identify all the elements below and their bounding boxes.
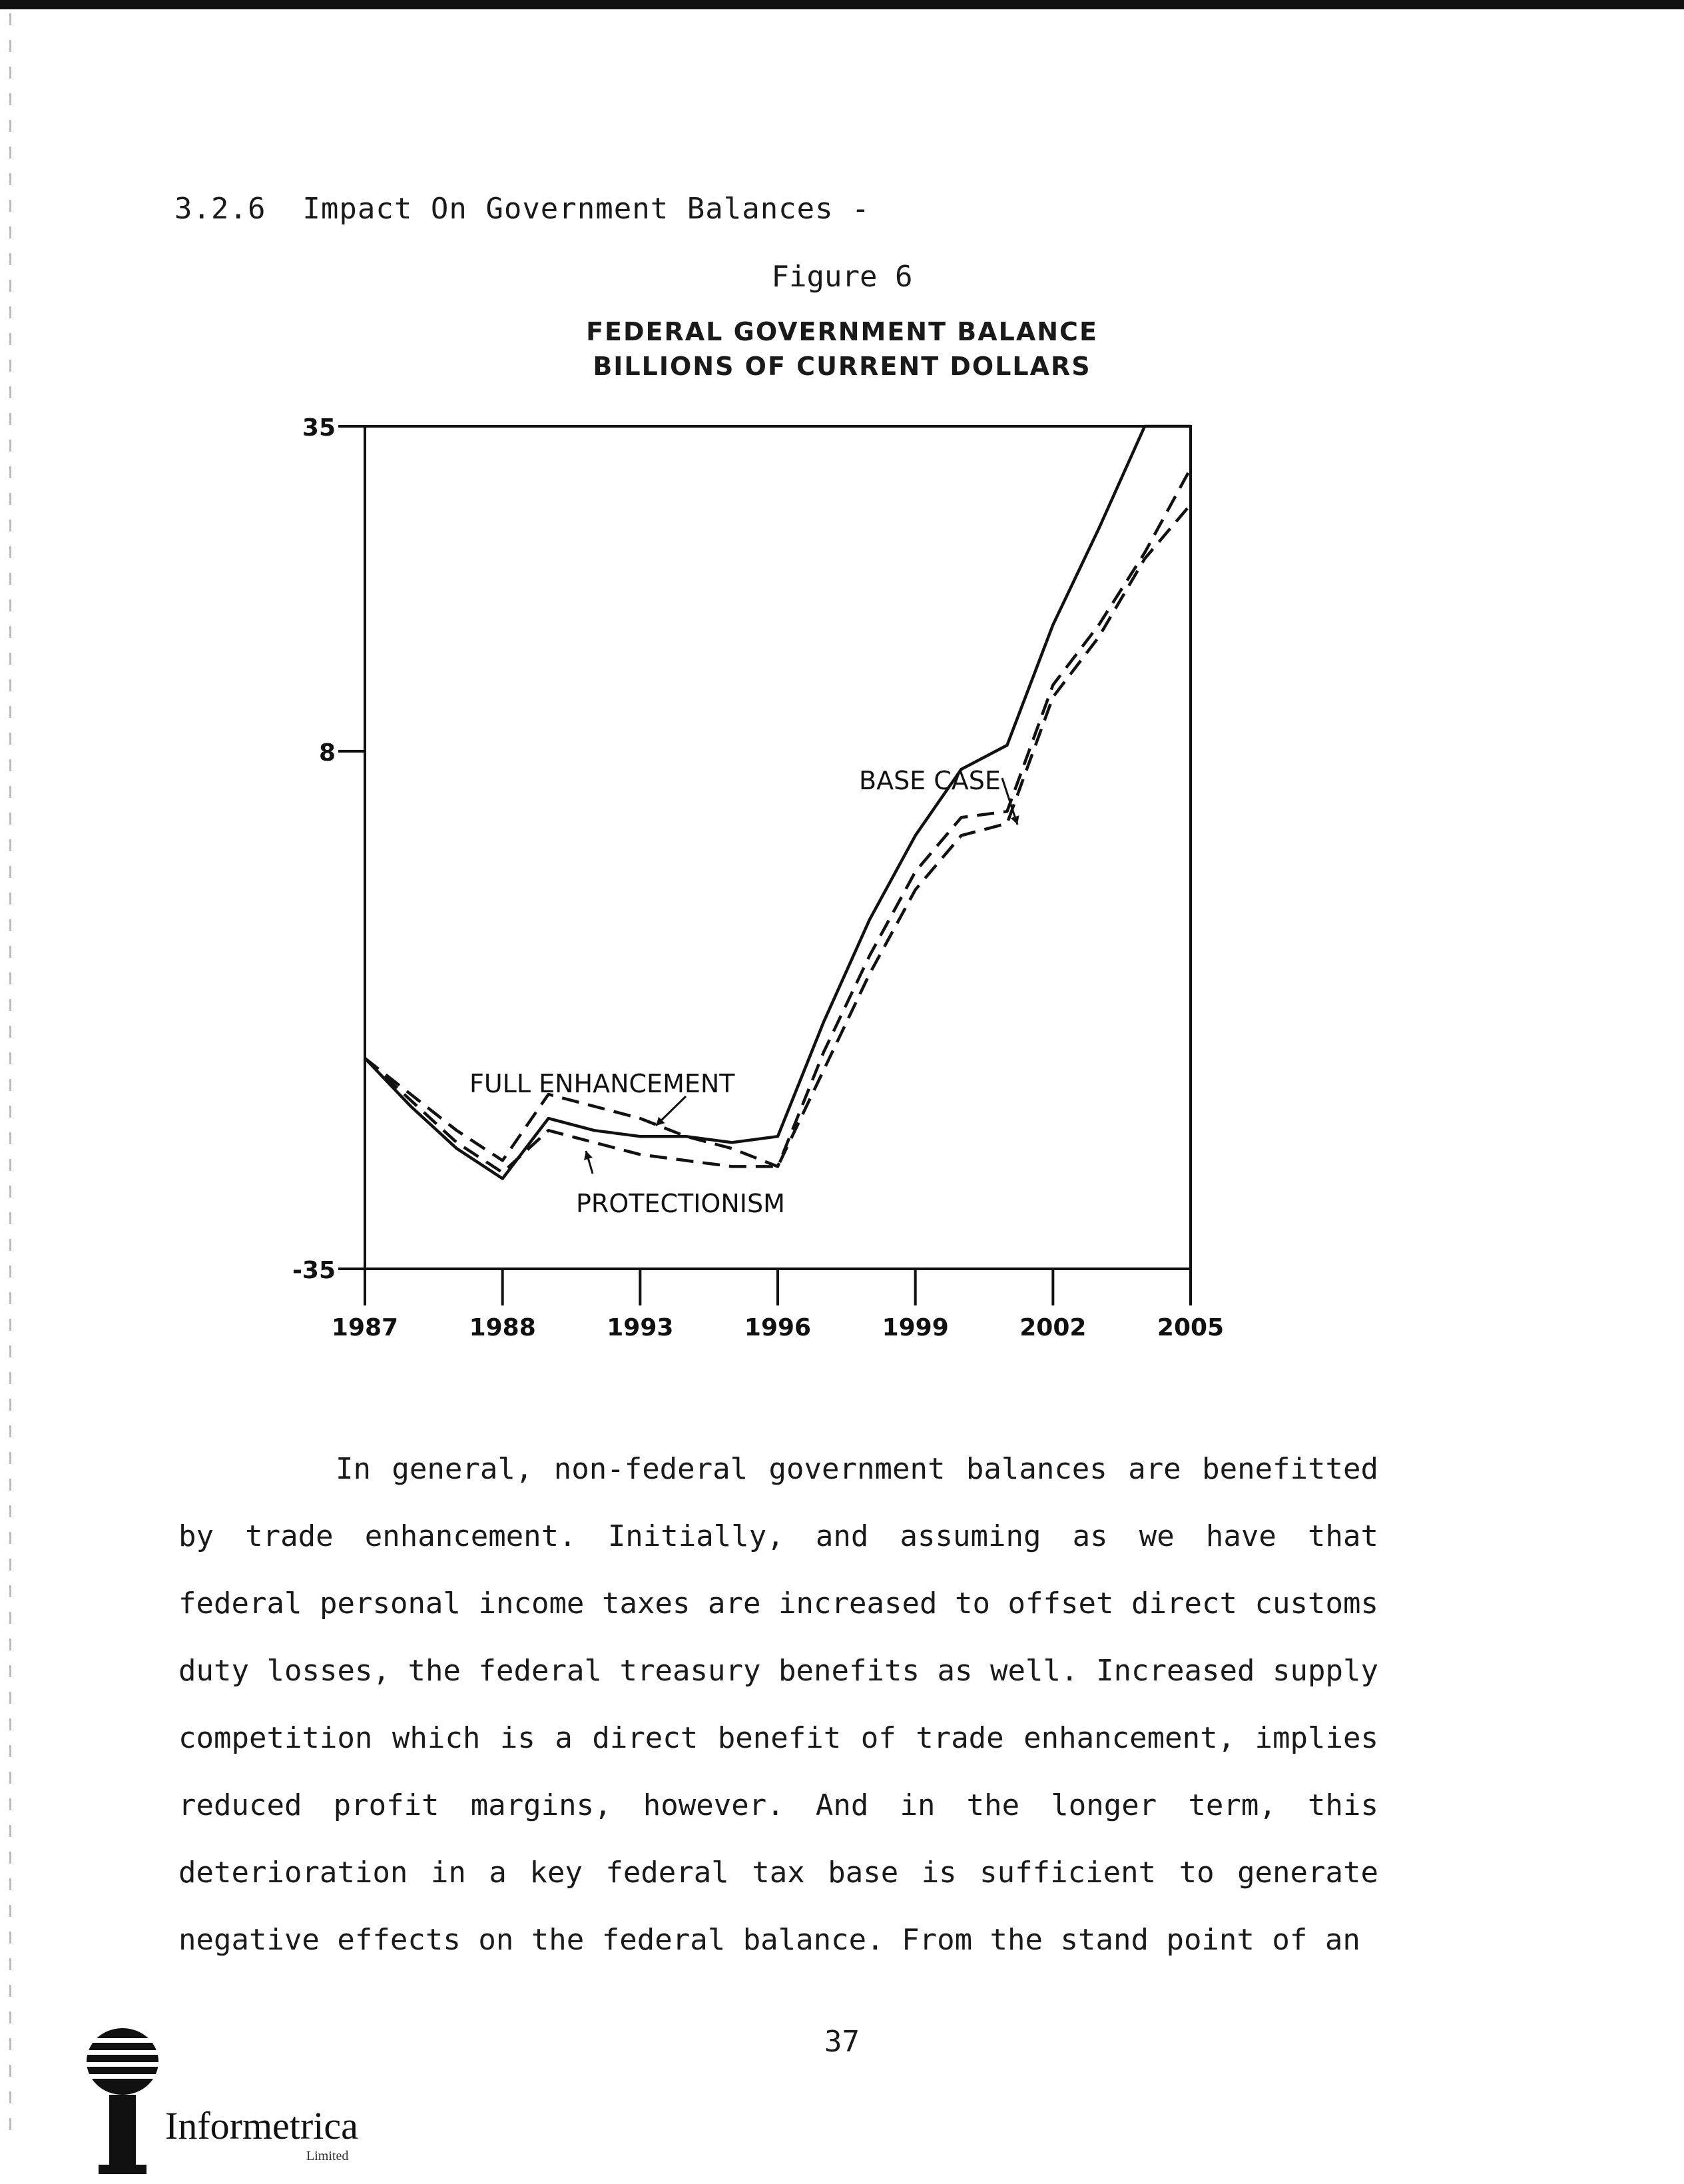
x-tick-label: 2002 [1019, 1314, 1087, 1341]
body-paragraph: In general, non-federal government balances are benefitted by trade enhancement. Initially, and assuming as we have that federal personal income taxes are increased to offset direct customs duty losses, the federal treasury benefits as well. Increased supply competition which is a direct benefit of trade enhancement, implies reduced profit margins, however. And in the longer term, this deterioration in a key federal tax base is sufficient to generate negative effects on the federal balance. From the stand point of an [178, 1452, 1378, 1957]
globe-icon [80, 2025, 166, 2178]
series-line-full-enhancement [365, 468, 1191, 1166]
x-tick-label: 1996 [744, 1314, 812, 1341]
page-number: 37 [824, 2025, 860, 2059]
y-tick-label: -35 [292, 1257, 336, 1284]
x-tick-label: 1988 [469, 1314, 536, 1341]
x-tick-label: 1987 [331, 1314, 399, 1341]
chart-title: FEDERAL GOVERNMENT BALANCE [586, 317, 1098, 346]
x-tick-label: 2005 [1157, 1314, 1225, 1341]
figure-label: Figure 6 [771, 260, 913, 294]
annotation-full-enhancement-label: FULL ENHANCEMENT [469, 1069, 735, 1098]
plot-frame [365, 426, 1191, 1269]
informetrica-logo [80, 2025, 386, 2178]
logo-wordmark: Informetrica [165, 2104, 358, 2147]
y-tick-label: 35 [302, 414, 336, 442]
annotation-protectionism-arrowhead [584, 1151, 593, 1160]
series-line-base-case [365, 426, 1191, 1179]
y-tick-label: 8 [318, 739, 336, 767]
logo-subtext: Limited [306, 2149, 349, 2163]
section-heading: 3.2.6 Impact On Government Balances - [174, 192, 870, 226]
x-tick-label: 1999 [882, 1314, 949, 1341]
annotation-protectionism-label: PROTECTIONISM [576, 1189, 785, 1218]
annotation-base-case-label: BASE CASE [859, 766, 1001, 795]
chart-subtitle: BILLIONS OF CURRENT DOLLARS [593, 352, 1091, 381]
x-tick-label: 1993 [607, 1314, 674, 1341]
